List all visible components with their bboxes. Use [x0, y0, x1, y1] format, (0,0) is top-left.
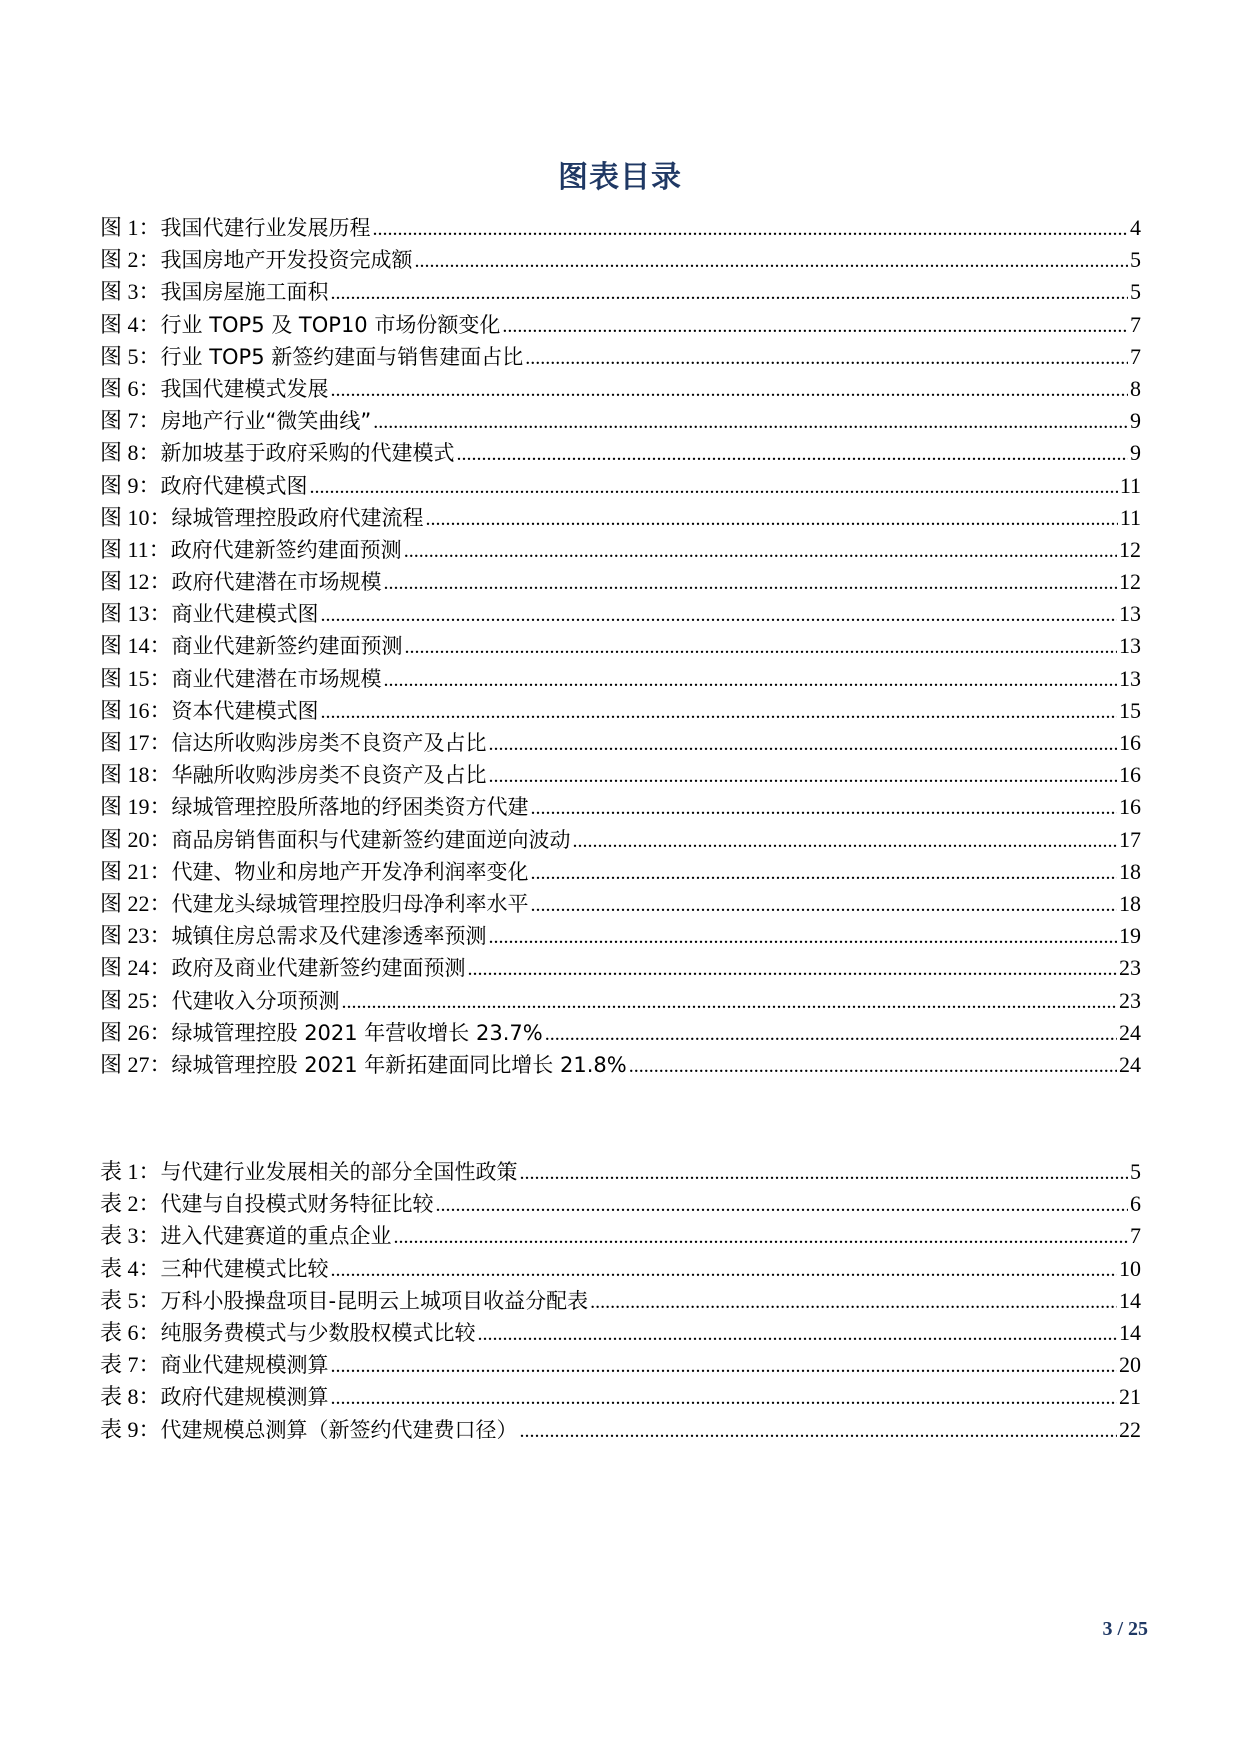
figure-page-number: 9 [1130, 408, 1141, 434]
figure-label: 图 6： [100, 375, 161, 401]
dot-leader [404, 535, 1117, 567]
figure-page-number: 7 [1130, 343, 1141, 369]
figure-label: 图 4： [100, 311, 161, 337]
figure-page-number: 12 [1119, 569, 1141, 595]
dot-leader [629, 1050, 1117, 1082]
figure-entry[interactable] [100, 985, 1141, 1017]
figure-label: 图 13： [100, 601, 172, 627]
figure-title: 行业 TOP5 及 TOP10 市场份额变化 [160, 312, 501, 337]
figure-entry[interactable] [100, 759, 1141, 791]
figure-list [100, 212, 1141, 1081]
figure-page-number: 19 [1119, 923, 1141, 949]
table-page-number: 20 [1119, 1352, 1141, 1378]
figure-entry[interactable] [100, 1049, 1141, 1081]
figure-label: 图 26： [100, 1019, 172, 1045]
figure-page-number: 13 [1119, 601, 1141, 627]
figure-entry[interactable] [100, 630, 1141, 662]
table-entry[interactable] [100, 1414, 1141, 1446]
figure-entry[interactable] [100, 952, 1141, 984]
figure-label: 图 8： [100, 440, 161, 466]
figure-title: 华融所收购涉房类不良资产及占比 [171, 763, 487, 788]
dot-leader [384, 664, 1117, 696]
figure-page-number: 7 [1130, 311, 1141, 337]
figure-entry[interactable] [100, 534, 1141, 566]
table-label: 表 8： [100, 1384, 161, 1410]
table-page-number: 10 [1119, 1255, 1141, 1281]
table-entry[interactable] [100, 1156, 1141, 1188]
table-title: 三种代建模式比较 [160, 1256, 329, 1281]
dot-leader [384, 567, 1117, 599]
table-entry[interactable] [100, 1349, 1141, 1381]
figure-entry[interactable] [100, 212, 1141, 244]
table-label: 表 7： [100, 1352, 161, 1378]
table-page-number: 14 [1119, 1287, 1141, 1313]
dot-leader [531, 792, 1117, 824]
figure-label: 图 27： [100, 1051, 172, 1077]
figure-page-number: 12 [1119, 536, 1141, 562]
dot-leader [331, 374, 1128, 406]
figure-title: 我国代建模式发展 [160, 376, 329, 401]
dot-leader [331, 1382, 1117, 1414]
figure-label: 图 25： [100, 987, 172, 1013]
dot-leader [331, 1254, 1117, 1286]
table-page-number: 22 [1119, 1416, 1141, 1442]
dot-leader [342, 986, 1117, 1018]
figure-label: 图 9： [100, 472, 161, 498]
dot-leader [478, 1318, 1117, 1350]
dot-leader [502, 310, 1128, 342]
figure-entry[interactable] [100, 470, 1141, 502]
figure-label: 图 10： [100, 504, 172, 530]
dot-leader [405, 631, 1117, 663]
table-title: 纯服务费模式与少数股权模式比较 [160, 1320, 476, 1345]
table-label: 表 9： [100, 1416, 161, 1442]
figure-title: 商业代建新签约建面预测 [171, 634, 403, 659]
table-entry[interactable] [100, 1253, 1141, 1285]
figure-label: 图 23： [100, 923, 172, 949]
table-page-number: 6 [1130, 1191, 1141, 1217]
figure-label: 图 7： [100, 408, 161, 434]
table-page-number: 14 [1119, 1319, 1141, 1345]
figure-title: 政府代建模式图 [160, 473, 308, 498]
table-title: 政府代建规模测算 [160, 1385, 329, 1410]
figure-entry[interactable] [100, 791, 1141, 823]
figure-entry[interactable] [100, 727, 1141, 759]
figure-label: 图 1： [100, 215, 161, 240]
figure-title: 商品房销售面积与代建新签约建面逆向波动 [171, 827, 571, 852]
figure-label: 图 3： [100, 279, 161, 305]
figure-entry[interactable] [100, 856, 1141, 888]
figure-entry[interactable] [100, 598, 1141, 630]
figure-page-number: 11 [1119, 504, 1141, 530]
table-label: 表 5： [100, 1287, 161, 1313]
table-entry[interactable] [100, 1220, 1141, 1252]
table-label: 表 3： [100, 1223, 161, 1249]
figure-label: 图 18： [100, 762, 172, 788]
table-entry[interactable] [100, 1381, 1141, 1413]
figure-label: 图 16： [100, 697, 172, 723]
page-title: 图表目录 [558, 160, 682, 195]
dot-leader [321, 696, 1117, 728]
figure-entry[interactable] [100, 695, 1141, 727]
figure-page-number: 16 [1119, 730, 1141, 755]
figure-entry[interactable] [100, 341, 1141, 373]
figure-label: 图 22： [100, 890, 172, 916]
figure-title: 城镇住房总需求及代建渗透率预测 [171, 924, 487, 949]
figure-title: 房地产行业“微笑曲线” [160, 409, 372, 434]
figure-title: 代建收入分项预测 [171, 988, 340, 1013]
figure-page-number: 9 [1130, 440, 1141, 466]
figure-title: 政府代建潜在市场规模 [171, 570, 382, 595]
figure-entry[interactable] [100, 920, 1141, 952]
figure-title: 新加坡基于政府采购的代建模式 [160, 441, 455, 466]
table-page-number: 7 [1130, 1223, 1141, 1249]
table-entry[interactable] [100, 1188, 1141, 1220]
figure-page-number: 17 [1119, 826, 1141, 852]
figure-label: 图 19： [100, 794, 172, 820]
dot-leader [415, 245, 1128, 277]
figure-label: 图 24： [100, 955, 172, 981]
dot-leader [331, 277, 1128, 309]
figure-page-number: 24 [1119, 1051, 1141, 1077]
dot-leader [545, 1018, 1117, 1050]
figure-title: 绿城管理控股政府代建流程 [171, 505, 424, 530]
total-page-count: 25 [1128, 1618, 1148, 1640]
figure-title: 代建、物业和房地产开发净利润率变化 [171, 859, 529, 884]
figure-page-number: 15 [1119, 697, 1141, 723]
figure-title: 绿城管理控股 2021 年营收增长 23.7% [171, 1020, 543, 1045]
figure-entry[interactable] [100, 502, 1141, 534]
dot-leader [331, 1350, 1117, 1382]
table-title: 万科小股操盘项目-昆明云上城项目收益分配表 [160, 1288, 589, 1313]
figure-page-number: 16 [1119, 762, 1141, 788]
dot-leader [525, 342, 1128, 374]
figure-page-number: 11 [1119, 472, 1141, 498]
table-title: 代建规模总测算（新签约代建费口径） [160, 1417, 518, 1442]
page-separator: / [1117, 1618, 1123, 1640]
figure-title: 绿城管理控股 2021 年新拓建面同比增长 21.8% [171, 1052, 627, 1077]
figure-entry[interactable] [100, 437, 1141, 469]
figure-title: 信达所收购涉房类不良资产及占比 [171, 731, 487, 755]
dot-leader [573, 825, 1117, 857]
table-label: 表 1： [100, 1159, 161, 1184]
figure-entry[interactable] [100, 405, 1141, 437]
dot-leader [531, 857, 1117, 889]
figure-title: 行业 TOP5 新签约建面与销售建面占比 [160, 344, 524, 369]
figure-entry[interactable] [100, 276, 1141, 308]
dot-leader [489, 728, 1117, 760]
table-label: 表 2： [100, 1191, 161, 1217]
table-title: 进入代建赛道的重点企业 [160, 1224, 392, 1249]
figure-entry[interactable] [100, 1017, 1141, 1049]
table-page-number: 21 [1119, 1384, 1141, 1410]
figure-entry[interactable] [100, 309, 1141, 341]
figure-label: 图 5： [100, 343, 161, 369]
dot-leader [489, 921, 1117, 953]
dot-leader [373, 406, 1128, 438]
figure-page-number: 5 [1130, 247, 1141, 273]
table-label: 表 6： [100, 1319, 161, 1345]
dot-leader [394, 1221, 1128, 1253]
figure-page-number: 23 [1119, 955, 1141, 981]
table-entry[interactable] [100, 1317, 1141, 1349]
figure-page-number: 24 [1119, 1019, 1141, 1045]
figure-entry[interactable] [100, 824, 1141, 856]
table-title: 商业代建规模测算 [160, 1353, 329, 1378]
table-title: 与代建行业发展相关的部分全国性政策 [160, 1160, 518, 1184]
figure-page-number: 16 [1119, 794, 1141, 820]
table-entry[interactable] [100, 1285, 1141, 1317]
dot-leader [468, 953, 1117, 985]
figure-title: 绿城管理控股所落地的纾困类资方代建 [171, 795, 529, 820]
figure-title: 政府代建新签约建面预测 [170, 537, 402, 562]
dot-leader [310, 471, 1118, 503]
figure-page-number: 13 [1119, 633, 1141, 659]
dot-leader [426, 503, 1118, 535]
figure-page-number: 8 [1130, 375, 1141, 401]
dot-leader [373, 213, 1128, 245]
figure-label: 图 14： [100, 633, 172, 659]
figure-title: 资本代建模式图 [171, 698, 319, 723]
figure-page-number: 23 [1119, 987, 1141, 1013]
figure-entry[interactable] [100, 566, 1141, 598]
figure-label: 图 15： [100, 665, 172, 691]
figure-label: 图 11： [100, 536, 171, 562]
dot-leader [520, 1157, 1128, 1189]
figure-entry[interactable] [100, 244, 1141, 276]
figure-title: 代建龙头绿城管理控股归母净利率水平 [171, 891, 529, 916]
table-label: 表 4： [100, 1255, 161, 1281]
figure-title: 商业代建模式图 [171, 602, 319, 627]
figure-label: 图 20： [100, 826, 172, 852]
table-page-number: 5 [1130, 1159, 1141, 1184]
figure-title: 政府及商业代建新签约建面预测 [171, 956, 466, 981]
table-list [100, 1156, 1141, 1446]
dot-leader [520, 1415, 1117, 1447]
dot-leader [436, 1189, 1128, 1221]
figure-page-number: 18 [1119, 858, 1141, 884]
figure-title: 我国房屋施工面积 [160, 280, 329, 305]
figure-title: 我国房地产开发投资完成额 [160, 248, 413, 273]
dot-leader [321, 599, 1117, 631]
table-title: 代建与自投模式财务特征比较 [160, 1192, 434, 1217]
figure-page-number: 13 [1119, 665, 1141, 691]
current-page-number: 3 [1102, 1618, 1113, 1640]
figure-label: 图 17： [100, 730, 172, 755]
figure-entry[interactable] [100, 373, 1141, 405]
figure-page-number: 4 [1130, 215, 1141, 240]
dot-leader [590, 1286, 1117, 1318]
dot-leader [531, 889, 1117, 921]
figure-page-number: 5 [1130, 279, 1141, 305]
figure-title: 我国代建行业发展历程 [160, 216, 371, 240]
dot-leader [457, 438, 1128, 470]
page-number [1102, 1616, 1148, 1642]
figure-page-number: 18 [1119, 890, 1141, 916]
figure-entry[interactable] [100, 888, 1141, 920]
figure-label: 图 21： [100, 858, 172, 884]
figure-label: 图 12： [100, 569, 172, 595]
figure-entry[interactable] [100, 663, 1141, 695]
figure-label: 图 2： [100, 247, 161, 273]
figure-title: 商业代建潜在市场规模 [171, 666, 382, 691]
dot-leader [489, 760, 1117, 792]
